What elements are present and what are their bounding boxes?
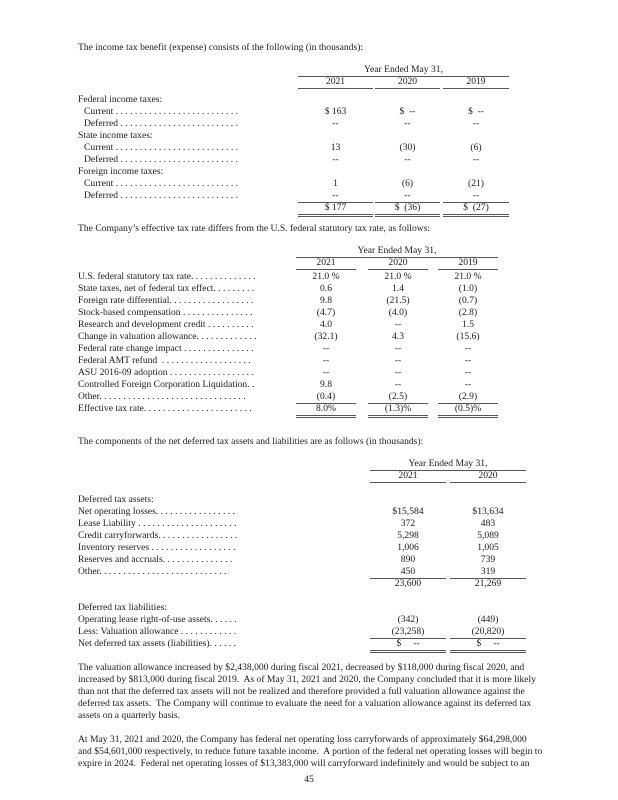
- value-cell: 1: [333, 178, 338, 189]
- table-row: [78, 626, 538, 638]
- intro-effective-rate: The Company’s effective tax rate differs from the U.S. federal statutory tax rate, as follows:: [78, 223, 431, 234]
- table-row: [78, 578, 538, 590]
- value-cell: 21,269: [474, 578, 502, 589]
- value-cell: $ (27): [443, 202, 509, 217]
- value-cell: --: [404, 154, 411, 165]
- table-row: [78, 295, 538, 307]
- effective-rate-table: [78, 245, 538, 415]
- year-row: [78, 470, 538, 484]
- value-cell: (0.4): [296, 391, 356, 404]
- value-cell: 1.5: [462, 319, 474, 330]
- value-cell: (342): [397, 614, 419, 625]
- value-cell: (4.7): [316, 307, 336, 318]
- year-header: 2021: [296, 257, 356, 270]
- row-label: Credit carryforwards. . . . . . . . . . . . . . . . .: [78, 530, 238, 541]
- value-cell: --: [332, 118, 339, 129]
- paragraph-line: expire in 2024. Federal net operating losses of $13,383,000 will carryforward indefinitely and would be subject to an: [78, 758, 530, 769]
- table-row: [78, 614, 538, 626]
- liabilities-heading-row: [78, 602, 538, 614]
- table-row: [78, 566, 538, 578]
- value-cell: $15,584: [392, 506, 424, 517]
- row-label: Deferred . . . . . . . . . . . . . . . . . . . . . . . . .: [84, 190, 239, 201]
- table-row: [78, 118, 538, 130]
- year-header: 2021: [298, 76, 373, 89]
- row-label: U.S. federal statutory tax rate. . . . . . . . . . . . . .: [78, 271, 256, 282]
- value-cell: (449): [477, 614, 499, 625]
- value-cell: $ 163: [324, 106, 347, 117]
- value-cell: 4.0: [320, 319, 332, 330]
- value-cell: (30): [399, 142, 416, 153]
- table-row: [78, 202, 538, 214]
- valuation-allowance-paragraph: [78, 662, 536, 722]
- value-cell: --: [464, 379, 472, 390]
- year-header: 2019: [438, 257, 498, 270]
- value-cell: 21.0 %: [384, 271, 412, 282]
- table-row: [78, 518, 538, 530]
- intro-income-tax: The income tax benefit (expense) consists of the following (in thousands):: [78, 42, 364, 53]
- row-label: ASU 2016-09 adoption . . . . . . . . . . . . . . . . . .: [78, 367, 254, 378]
- assets-heading-row: [78, 494, 538, 506]
- row-label: State income taxes:: [78, 130, 153, 141]
- year-ended-header: Year Ended May 31,: [296, 245, 498, 258]
- value-cell: (23,258): [370, 626, 446, 639]
- value-cell: $ --: [370, 638, 446, 653]
- table-header-row: [78, 245, 538, 257]
- row-label: Current . . . . . . . . . . . . . . . . . . . . . . . . . .: [84, 106, 239, 117]
- value-cell: (15.6): [456, 331, 480, 342]
- table-row: [78, 343, 538, 355]
- value-cell: 372: [400, 518, 416, 529]
- value-cell: $ 177: [298, 202, 373, 217]
- deferred-tax-table: [78, 458, 538, 650]
- value-cell: (32.1): [314, 331, 338, 342]
- assets-heading: Deferred tax assets:: [78, 494, 154, 505]
- row-label: Lease Liability . . . . . . . . . . . . . . . . . . . . .: [78, 518, 237, 529]
- value-cell: 1,006: [397, 542, 419, 553]
- table-row: [78, 94, 538, 106]
- table-row: [78, 506, 538, 518]
- year-header: 2019: [443, 76, 509, 89]
- paragraph-line: The valuation allowance increased by $2,438,000 during fiscal 2021, decreased by $118,000 during fiscal 2020, and: [78, 662, 525, 673]
- table-row: [78, 379, 538, 391]
- income-tax-table: [78, 64, 538, 214]
- value-cell: (21.5): [386, 295, 410, 306]
- table-row: [78, 190, 538, 202]
- row-label: Foreign rate differential. . . . . . . . . . . . . . . . . .: [78, 295, 254, 306]
- value-cell: 4.3: [392, 331, 404, 342]
- value-cell: 21.0 %: [454, 271, 482, 282]
- value-cell: --: [322, 367, 330, 378]
- value-cell: --: [394, 319, 402, 330]
- paragraph-line: than not that the deferred tax assets will not be realized and therefore provided a full valuation allowance against the: [78, 686, 525, 697]
- value-cell: --: [404, 118, 411, 129]
- value-cell: --: [443, 190, 509, 203]
- table-header-row: [78, 64, 538, 76]
- value-cell: --: [464, 355, 472, 366]
- value-cell: (1.0): [458, 283, 478, 294]
- row-label: Foreign income taxes:: [78, 166, 164, 177]
- table-row: [78, 130, 538, 142]
- table-row: [78, 319, 538, 331]
- value-cell: (2.8): [458, 307, 478, 318]
- row-label: Operating lease right-of-use assets. . . . . .: [78, 614, 237, 625]
- value-cell: 890: [400, 554, 416, 565]
- row-label: Deferred . . . . . . . . . . . . . . . . . . . . . . . . .: [84, 118, 239, 129]
- table-row: [78, 530, 538, 542]
- row-label: Current . . . . . . . . . . . . . . . . . . . . . . . . . .: [84, 142, 239, 153]
- year-header: 2021: [370, 470, 446, 483]
- year-ended-header: Year Ended May 31,: [298, 64, 509, 77]
- value-cell: $ --: [450, 638, 526, 653]
- value-cell: 483: [480, 518, 496, 529]
- value-cell: --: [332, 154, 339, 165]
- value-cell: --: [394, 379, 402, 390]
- value-cell: --: [464, 343, 472, 354]
- value-cell: $ --: [468, 106, 484, 117]
- value-cell: (6): [401, 178, 414, 189]
- value-cell: (21): [468, 178, 484, 189]
- row-label: Federal AMT refund . . . . . . . . . . . . . . . . . . .: [78, 355, 251, 366]
- value-cell: 13: [330, 142, 341, 153]
- value-cell: (2.9): [438, 391, 498, 404]
- liabilities-heading: Deferred tax liabilities:: [78, 602, 167, 613]
- value-cell: (1.3)%: [368, 403, 428, 418]
- table-row: [78, 178, 538, 190]
- row-label: Effective tax rate. . . . . . . . . . . . . . . . . . . . . . .: [78, 403, 252, 414]
- table-row: [78, 307, 538, 319]
- value-cell: --: [394, 367, 402, 378]
- table-row: [78, 355, 538, 367]
- row-label: Federal rate change impact . . . . . . . . . . . . . . .: [78, 343, 254, 354]
- row-label: Other. . . . . . . . . . . . . . . . . . . . . . . . . . . . . . .: [78, 391, 246, 402]
- value-cell: $13,634: [472, 506, 504, 517]
- value-cell: $ (36): [375, 202, 440, 217]
- row-label: Change in valuation allowance. . . . . . . . . . . . .: [78, 331, 257, 342]
- table-row: [78, 331, 538, 343]
- year-row: [78, 76, 538, 90]
- table-row: [78, 154, 538, 166]
- year-header: 2020: [375, 76, 440, 89]
- table-row: [78, 638, 538, 650]
- nol-paragraph: [78, 734, 542, 770]
- value-cell: (20,820): [450, 626, 526, 639]
- table-row: [78, 542, 538, 554]
- paragraph-line: assets on a quarterly basis.: [78, 710, 181, 721]
- row-label: Reserves and accruals. . . . . . . . . . . . . . .: [78, 554, 233, 565]
- value-cell: 0.6: [320, 283, 332, 294]
- row-label: Inventory reserves . . . . . . . . . . . . . . . . . .: [78, 542, 236, 553]
- table-header-row: [78, 458, 538, 470]
- table-row: [78, 142, 538, 154]
- row-label: Federal income taxes:: [78, 94, 163, 105]
- row-label: Controlled Foreign Corporation Liquidation. .: [78, 379, 255, 390]
- intro-deferred: The components of the net deferred tax assets and liabilities are as follows (in thousands):: [78, 436, 424, 447]
- table-row: [78, 283, 538, 295]
- value-cell: --: [394, 343, 402, 354]
- row-label: Net deferred tax assets (liabilities). . . . . .: [78, 638, 236, 649]
- table-row: [78, 166, 538, 178]
- value-cell: (6): [470, 142, 482, 153]
- spacer: [78, 590, 538, 602]
- value-cell: 9.8: [320, 379, 332, 390]
- value-cell: 5,298: [397, 530, 419, 541]
- table-row: [78, 403, 538, 415]
- value-cell: 319: [450, 566, 526, 579]
- year-header: 2020: [368, 257, 428, 270]
- row-label: Stock-based compensation . . . . . . . . . . . . . . .: [78, 307, 253, 318]
- value-cell: --: [322, 355, 330, 366]
- value-cell: 9.8: [320, 295, 332, 306]
- value-cell: (0.7): [458, 295, 478, 306]
- value-cell: (0.5)%: [438, 403, 498, 418]
- year-row: [78, 257, 538, 271]
- value-cell: --: [394, 355, 402, 366]
- value-cell: 5,089: [477, 530, 499, 541]
- value-cell: --: [375, 190, 440, 203]
- row-label: State taxes, net of federal tax effect. . . . . . . . .: [78, 283, 255, 294]
- row-label: Other. . . . . . . . . . . . . . . . . . . . . . . . . . .: [78, 566, 227, 577]
- value-cell: 1.4: [392, 283, 404, 294]
- row-label: Current . . . . . . . . . . . . . . . . . . . . . . . . . .: [84, 178, 239, 189]
- value-cell: --: [298, 190, 373, 203]
- paragraph-line: deferred tax assets. The Company will continue to evaluate the need for a valuation allowance against its deferred tax: [78, 698, 532, 709]
- value-cell: 1,005: [477, 542, 499, 553]
- row-label: Less: Valuation allowance . . . . . . . . . . . .: [78, 626, 237, 637]
- value-cell: 23,600: [394, 578, 422, 589]
- value-cell: 739: [480, 554, 496, 565]
- value-cell: 8.0%: [296, 403, 356, 418]
- table-row: [78, 367, 538, 379]
- value-cell: --: [322, 343, 330, 354]
- row-label: Research and development credit . . . . . . . . . .: [78, 319, 254, 330]
- value-cell: $ --: [399, 106, 416, 117]
- table-row: [78, 106, 538, 118]
- value-cell: 450: [370, 566, 446, 579]
- value-cell: --: [472, 154, 480, 165]
- page-number: 45: [304, 774, 314, 785]
- row-label: Net operating losses. . . . . . . . . . . . . . . . .: [78, 506, 235, 517]
- row-label: Deferred . . . . . . . . . . . . . . . . . . . . . . . . .: [84, 154, 239, 165]
- table-row: [78, 554, 538, 566]
- year-ended-header: Year Ended May 31,: [370, 458, 526, 471]
- paragraph-line: increased by $813,000 during fiscal 2019. As of May 31, 2021 and 2020, the Company concluded that it is more likely: [78, 674, 537, 685]
- value-cell: --: [464, 367, 472, 378]
- value-cell: 21.0 %: [312, 271, 340, 282]
- value-cell: --: [472, 118, 480, 129]
- paragraph-line: and $54,601,000 respectively, to reduce future taxable income. A portion of the federal net operating losses will begin to: [78, 746, 543, 757]
- value-cell: (2.5): [368, 391, 428, 404]
- paragraph-line: At May 31, 2021 and 2020, the Company has federal net operating loss carryforwards of approximately $64,298,000: [78, 734, 527, 745]
- value-cell: (4.0): [388, 307, 408, 318]
- spacer: [78, 484, 538, 494]
- table-row: [78, 391, 538, 403]
- year-header: 2020: [450, 470, 526, 483]
- table-row: [78, 271, 538, 283]
